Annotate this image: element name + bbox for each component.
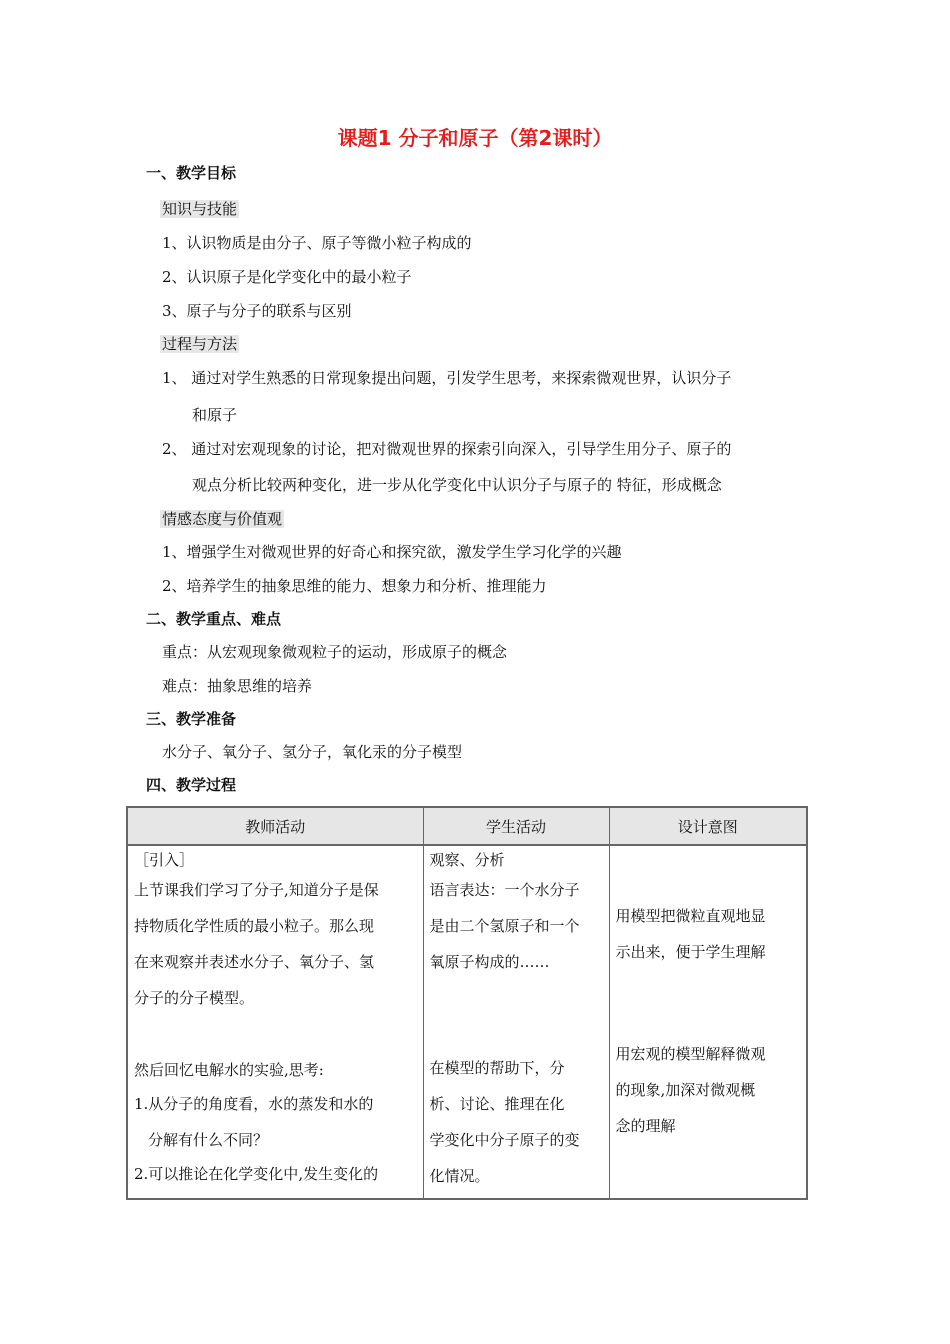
process-item-1-line-2: 和原子: [192, 406, 238, 424]
subheading-emotion: [160, 508, 284, 530]
student-line: 学变化中分子原子的变: [429, 1131, 580, 1149]
section-heading-preparation: 三、教学准备: [146, 710, 237, 728]
section-heading-objectives: 一、教学目标: [146, 164, 237, 182]
document-title: 课题1 分子和原子（第2课时）: [337, 126, 613, 150]
student-line: 观察、分析: [429, 851, 505, 869]
subheading-knowledge: [160, 198, 239, 220]
teacher-line: 然后回忆电解水的实验,思考:: [134, 1061, 324, 1079]
teacher-line: 分子的分子模型。: [134, 989, 255, 1007]
process-item-2-line-1: 2、 通过对宏观现象的讨论，把对微观世界的探索引向深入，引导学生用分子、原子的: [162, 440, 732, 458]
design-line: 用宏观的模型解释微观: [615, 1045, 766, 1063]
subheading-process-label: 过程与方法: [162, 335, 238, 353]
teacher-activity-cell: [127, 845, 423, 1199]
design-intent-cell: [609, 845, 807, 1199]
student-line: 是由二个氢原子和一个: [429, 917, 580, 935]
student-line: 语言表达：一个水分子: [429, 881, 580, 899]
emotion-item-1: 1、增强学生对微观世界的好奇心和探究欲，激发学生学习化学的兴趣: [162, 543, 622, 561]
preparation-text: 水分子、氧分子、氢分子，氧化汞的分子模型: [162, 743, 463, 761]
teacher-line: ［引入］: [134, 851, 195, 869]
emotion-item-2: 2、培养学生的抽象思维的能力、想象力和分析、推理能力: [162, 577, 547, 595]
design-line: 示出来，便于学生理解: [615, 943, 766, 961]
process-item-2-line-2: 观点分析比较两种变化，进一步从化学变化中认识分子与原子的 特征，形成概念: [192, 476, 722, 494]
teacher-line: 上节课我们学习了分子,知道分子是保: [134, 881, 379, 899]
process-item-1-line-1: 1、 通过对学生熟悉的日常现象提出问题，引发学生思考，来探索微观世界，认识分子: [162, 369, 732, 387]
design-line: 念的理解: [615, 1117, 676, 1135]
teacher-line: 2.可以推论在化学变化中,发生变化的: [134, 1165, 379, 1183]
design-line: 的现象,加深对微观概: [615, 1081, 756, 1099]
student-activity-cell: [423, 845, 609, 1199]
student-line: 化情况。: [429, 1167, 490, 1185]
design-line: 用模型把微粒直观地显: [615, 907, 766, 925]
difficult-point-text: 难点：抽象思维的培养: [162, 677, 313, 695]
teacher-line: 在来观察并表述水分子、氧分子、氢: [134, 953, 375, 971]
student-line: 在模型的帮助下，分: [429, 1059, 565, 1077]
header-teacher-activity: 教师活动: [127, 807, 423, 845]
header-design-intent: 设计意图: [609, 807, 807, 845]
student-line: 析、讨论、推理在化: [429, 1095, 565, 1113]
student-line: 氧原子构成的……: [429, 953, 550, 971]
table-header-row: [127, 807, 807, 845]
table-row: [127, 845, 807, 1199]
knowledge-item-2: 2、认识原子是化学变化中的最小粒子: [162, 268, 412, 286]
section-heading-process: 四、教学过程: [146, 776, 237, 794]
teacher-line: 持物质化学性质的最小粒子。那么现: [134, 917, 375, 935]
subheading-emotion-label: 情感态度与价值观: [162, 510, 283, 528]
knowledge-item-3: 3、原子与分子的联系与区别: [162, 302, 352, 320]
header-student-activity: 学生活动: [423, 807, 609, 845]
teacher-line: 分解有什么不同？: [148, 1131, 269, 1149]
subheading-process: [160, 333, 239, 355]
section-heading-key-points: 二、教学重点、难点: [146, 610, 282, 628]
teaching-process-table: [126, 806, 808, 1200]
teacher-line: 1.从分子的角度看，水的蒸发和水的: [134, 1095, 374, 1113]
subheading-knowledge-label: 知识与技能: [162, 200, 238, 218]
knowledge-item-1: 1、认识物质是由分子、原子等微小粒子构成的: [162, 234, 472, 252]
key-point-text: 重点：从宏观现象微观粒子的运动，形成原子的概念: [162, 643, 508, 661]
